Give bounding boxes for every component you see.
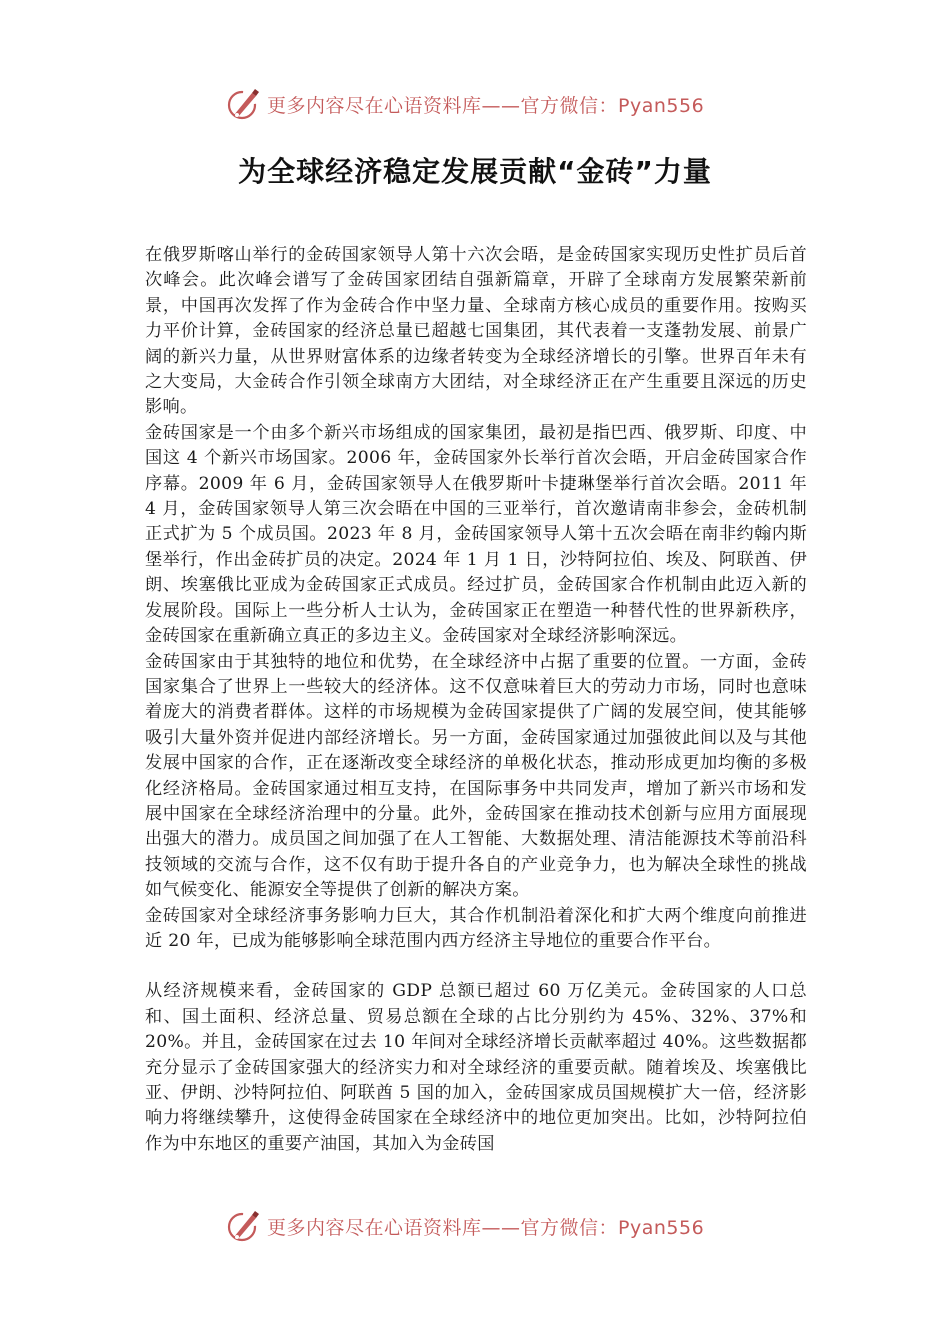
pen-logo-icon: [225, 1207, 263, 1245]
header-banner-text: 更多内容尽在心语资料库——官方微信：Pyan556: [267, 94, 705, 117]
footer-watermark-banner: [225, 1206, 725, 1246]
document-title: 为全球经济稳定发展贡献“金砖”力量: [238, 155, 712, 188]
paragraph: 金砖国家由于其独特的地位和优势，在全球经济中占据了重要的位置。一方面，金砖国家集合了世界上一些较大的经济体。这不仅意味着巨大的劳动力市场，同时也意味着庞大的消费者群体。这样的市场规模为金砖国家提供了广阔的发展空间，使其能够吸引大量外资并促进内部经济增长。另一方面，金砖国家通过加强彼此间以及与其他发展中国家的合作，正在逐渐改变全球经济的单极化状态，推动形成更加均衡的多极化经济格局。金砖国家通过相互支持，在国际事务中共同发声，增加了新兴市场和发展中国家在全球经济治理中的分量。此外，金砖国家在推动技术创新与应用方面展现出强大的潜力。成员国之间加强了在人工智能、大数据处理、清洁能源技术等前沿科技领域的交流与合作，这不仅有助于提升各自的产业竞争力，也为解决全球性的挑战如气候变化、能源安全等提供了创新的解决方案。: [145, 651, 807, 901]
paragraph: 金砖国家是一个由多个新兴市场组成的国家集团，最初是指巴西、俄罗斯、印度、中国这 4 个新兴市场国家。2006 年，金砖国家外长举行首次会晤，开启金砖国家合作序幕。2009 年 6 月，金砖国家领导人在俄罗斯叶卡捷琳堡举行首次会晤。2011 年 4 月，金砖国家领导人第三次会晤在中国的三亚举行，首次邀请南非参会，金砖机制正式扩为 5 个成员国。2023 年 8 月，金砖国家领导人第十五次会晤在南非约翰内斯堡举行，作出金砖扩员的决定。2024 年 1 月 1 日，沙特阿拉伯、埃及、阿联酋、伊朗、埃塞俄比亚成为金砖国家正式成员。经过扩员，金砖国家合作机制由此迈入新的发展阶段。国际上一些分析人士认为，金砖国家正在塑造一种替代性的世界新秩序，金砖国家在重新确立真正的多边主义。金砖国家对全球经济影响深远。: [145, 422, 807, 647]
document-body: [145, 243, 807, 1157]
header-watermark-banner: [225, 84, 725, 124]
pen-logo-icon: [225, 85, 263, 123]
paragraph: 在俄罗斯喀山举行的金砖国家领导人第十六次会晤，是金砖国家实现历史性扩员后首次峰会。此次峰会谱写了金砖国家团结自强新篇章，开辟了全球南方发展繁荣新前景，中国再次发挥了作为金砖合作中坚力量、全球南方核心成员的重要作用。按购买力平价计算，金砖国家的经济总量已超越七国集团，其代表着一支蓬勃发展、前景广阔的新兴力量，从世界财富体系的边缘者转变为全球经济增长的引擎。世界百年未有之大变局，大金砖合作引领全球南方大团结，对全球经济正在产生重要且深远的历史影响。: [145, 245, 807, 418]
paragraph: 从经济规模来看，金砖国家的 GDP 总额已超过 60 万亿美元。金砖国家的人口总和、国土面积、经济总量、贸易总额在全球的占比分别约为 45%、32%、37%和 20%。并且，金砖国家在过去 10 年间对全球经济增长贡献率超过 40%。这些数据都充分显示了金砖国家强大的经济实力和对全球经济的重要贡献。随着埃及、埃塞俄比亚、伊朗、沙特阿拉伯、阿联酋 5 国的加入，金砖国家成员国规模扩大一倍，经济影响力将继续攀升，这使得金砖国家在全球经济中的地位更加突出。比如，沙特阿拉伯作为中东地区的重要产油国，其加入为金砖国: [145, 981, 807, 1154]
paragraph: 金砖国家对全球经济事务影响力巨大，其合作机制沿着深化和扩大两个维度向前推进近 20 年，已成为能够影响全球范围内西方经济主导地位的重要合作平台。: [145, 905, 807, 951]
footer-banner-text: 更多内容尽在心语资料库——官方微信：Pyan556: [267, 1216, 705, 1239]
